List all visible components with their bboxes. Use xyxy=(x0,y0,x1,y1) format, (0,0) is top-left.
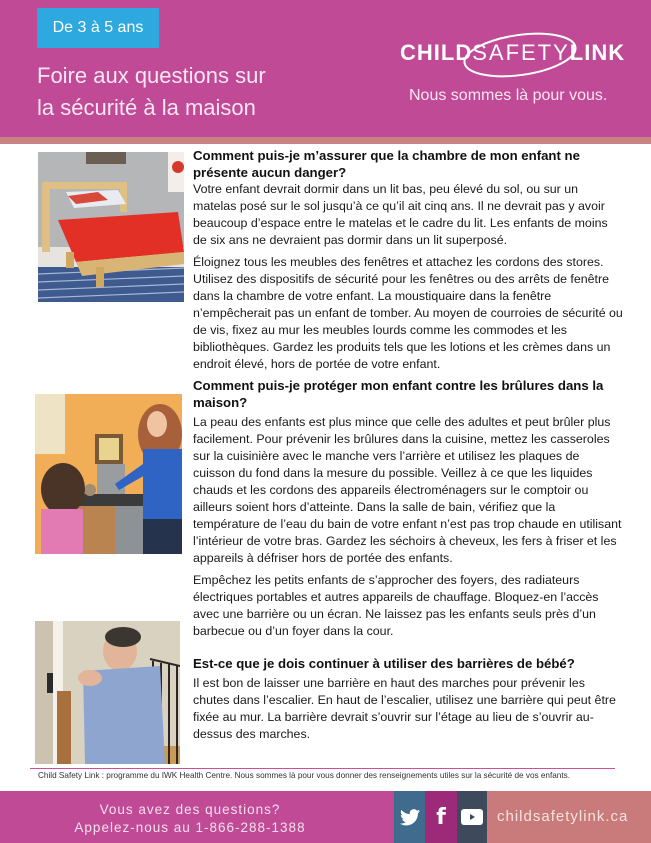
logo-part-link: LINK xyxy=(569,40,626,65)
page-title xyxy=(37,60,266,124)
question-baby-gates: Est-ce que je dois continuer à utiliser des barrières de bébé? xyxy=(193,656,575,671)
child-safety-link-logo xyxy=(400,32,635,87)
contact-cta xyxy=(40,801,340,837)
facebook-icon: f xyxy=(436,804,446,830)
faq-content xyxy=(193,147,623,743)
footnote-divider xyxy=(30,768,615,769)
footnote: Child Safety Link : programme du IWK Health Centre. Nous sommes là pour vous donner des renseignements utiles sur la sécurité de vos enfants. xyxy=(38,771,570,780)
cta-phone[interactable]: Appelez-nous au 1-866-288-1388 xyxy=(74,820,306,835)
twitter-icon xyxy=(400,809,420,826)
faq-section-burns xyxy=(193,377,623,640)
logo-part-child: CHILD xyxy=(400,40,473,65)
title-line-2: la sécurité à la maison xyxy=(37,95,256,120)
faq-section-bedroom xyxy=(193,147,623,373)
youtube-link[interactable] xyxy=(457,791,487,843)
youtube-icon xyxy=(461,809,483,825)
twitter-link[interactable] xyxy=(394,791,425,843)
website-link[interactable]: childsafetylink.ca xyxy=(487,791,651,843)
header-stripe xyxy=(0,137,651,144)
footer-bar xyxy=(0,791,651,843)
logo-text xyxy=(400,40,625,66)
logo-part-safety: SAFETY xyxy=(472,40,570,65)
toddler-bed-photo xyxy=(38,152,184,302)
answer-paragraph: Éloignez tous les meubles des fenêtres et attachez les cordons des stores. Utilisez des dispositifs de sécurité pour les fenêtres ou des arrêts de fenêtre dans la chambre de votre enfant. La moustiquaire dans la fenêtre n’empêcherait pas un enfant de tomber. Au moyen de courroies de sécurité ou de vis, fixez au mur les meubles lourds comme les commodes et les bibliothèques. Gardez les produits tels que les lotions et les crèmes dans un endroit élevé, hors de portée de votre enfant. xyxy=(193,255,623,371)
kitchen-photo xyxy=(35,394,182,554)
title-line-1: Foire aux questions sur xyxy=(37,63,266,88)
age-badge: De 3 à 5 ans xyxy=(37,8,159,48)
baby-gate-photo xyxy=(35,621,180,764)
faq-section-baby-gates xyxy=(193,655,623,743)
tagline: Nous sommes là pour vous. xyxy=(409,87,608,104)
cta-question: Vous avez des questions? xyxy=(99,802,281,817)
answer-paragraph: Votre enfant devrait dormir dans un lit bas, peu élevé du sol, ou sur un matelas posé sur le sol jusqu’à ce qu’il ait cinq ans. Il ne devrait pas y avoir beaucoup d’espace entre le matelas et le cadre du lit. Les enfants de moins de six ans ne devraient pas dormir dans un lit superposé. xyxy=(193,182,608,247)
question-bedroom: Comment puis-je m’assurer que la chambre de mon enfant ne présente aucun danger? xyxy=(193,148,580,180)
question-burns: Comment puis-je protéger mon enfant contre les brûlures dans la maison? xyxy=(193,378,604,410)
header-banner xyxy=(0,0,651,137)
answer-paragraph: La peau des enfants est plus mince que celle des adultes et peut brûler plus facilement. Pour prévenir les brûlures dans la cuisine, mettez les casseroles sur la cuisinière avec le manche vers l’arrière et utilisez les plaques de cuisson du fond dans la mesure du possible. Veillez à ce que les liquides chauds et les cordons des appareils électroménagers sur le comptoir ou ailleurs soient hors d’atteinte. Dans la salle de bain, vérifiez que la température de l’eau du bain de votre enfant n’est pas trop chaude en utilisant l’intérieur de votre bras. Gardez les séchoirs à cheveux, les fers à friser et les appareils à défriser hors de portée des enfants. xyxy=(193,415,622,565)
facebook-link[interactable] xyxy=(425,791,457,843)
answer-paragraph: Il est bon de laisser une barrière en haut des marches pour prévenir les chutes dans l’escalier. En haut de l’escalier, utilisez une barrière qui peut être fixée au mur. La barrière devrait s’ouvrir sur l’étage au lieu de s’ouvrir au-dessus des marches. xyxy=(193,676,616,741)
answer-paragraph: Empêchez les petits enfants de s’approcher des foyers, des radiateurs électriques portables et autres appareils de chauffage. Bloquez-en l’accès avec une barrière ou un écran. Ne laissez pas les enfants seuls près d’un barbecue ou d’un foyer dans la cour. xyxy=(193,573,599,638)
